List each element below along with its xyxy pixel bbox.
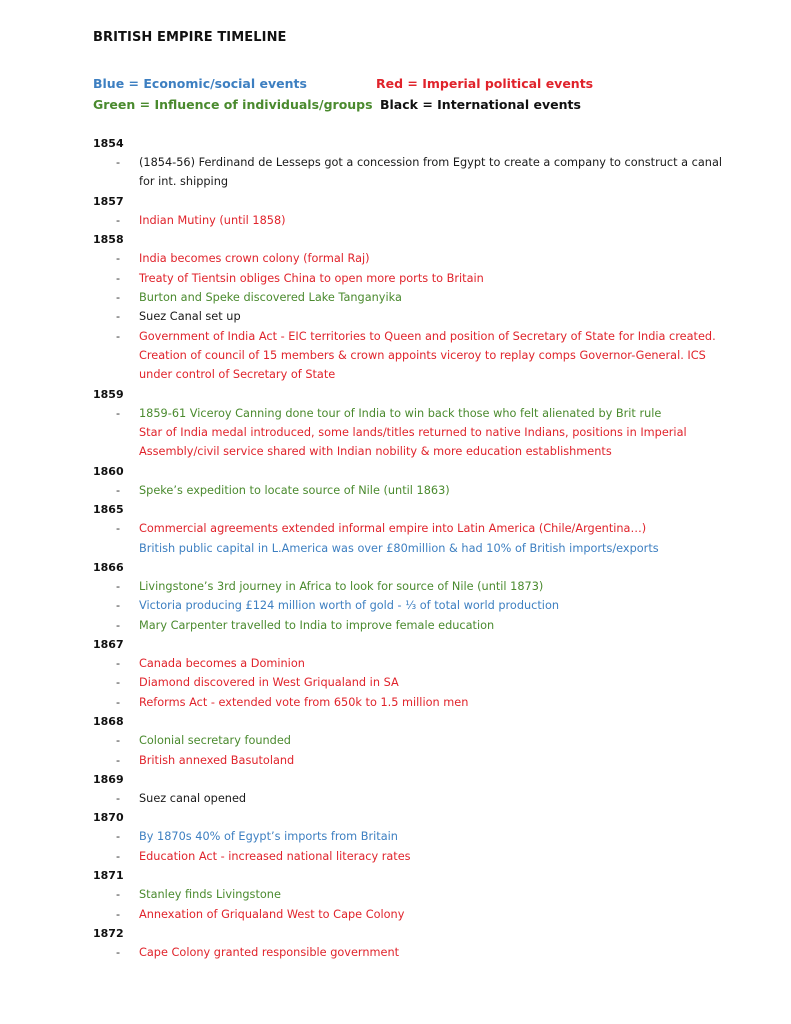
timeline-entry	[93, 269, 733, 288]
entry-text: British annexed Basutoland	[139, 753, 295, 767]
year-heading: 1858	[93, 233, 124, 247]
entry-text: Diamond discovered in West Griqualand in SA	[139, 676, 399, 690]
bullet-dash: -	[116, 580, 121, 594]
bullet-dash: -	[116, 156, 121, 170]
entry-text: Government of India Act - EIC territories to Queen and position of Secretary of State for India created. Creation of council of 15 members & crown appoints viceroy to replay comps Governor-General. ICS under control of Secretary of State	[139, 329, 716, 382]
bullet-dash: -	[116, 310, 121, 324]
bullet-dash: -	[116, 695, 121, 709]
entry-text: Canada becomes a Dominion	[139, 657, 305, 671]
timeline-entry	[93, 327, 733, 385]
bullet-dash: -	[116, 406, 121, 420]
timeline-entry	[93, 423, 733, 462]
year-heading: 1871	[93, 869, 124, 883]
year-heading: 1857	[93, 194, 124, 208]
timeline-entry	[93, 673, 733, 692]
timeline	[93, 134, 733, 962]
bullet-dash: -	[116, 618, 121, 632]
timeline-entry	[93, 654, 733, 673]
bullet-dash: -	[116, 483, 121, 497]
timeline-entry	[93, 827, 733, 846]
entry-text: Burton and Speke discovered Lake Tanganyika	[139, 291, 402, 305]
year-heading: 1868	[93, 715, 124, 729]
bullet-dash: -	[116, 657, 121, 671]
bullet-dash: -	[116, 329, 121, 343]
timeline-entry	[93, 577, 733, 596]
year-heading: 1865	[93, 503, 124, 517]
year-heading: 1869	[93, 772, 124, 786]
bullet-dash: -	[116, 522, 121, 536]
year-heading: 1854	[93, 137, 124, 150]
timeline-entry	[93, 751, 733, 770]
entry-text: Reforms Act - extended vote from 650k to 1.5 million men	[139, 695, 469, 709]
entry-text: Speke’s expedition to locate source of Nile (until 1863)	[139, 483, 450, 497]
entry-text: Indian Mutiny (until 1858)	[139, 213, 286, 227]
entry-text: Mary Carpenter travelled to India to improve female education	[139, 618, 495, 632]
bullet-dash: -	[116, 291, 121, 305]
timeline-entry	[93, 539, 733, 558]
year-heading: 1872	[93, 926, 124, 940]
bullet-dash: -	[116, 734, 121, 748]
entry-text: By 1870s 40% of Egypt’s imports from Britain	[139, 830, 398, 844]
entry-text: Commercial agreements extended informal empire into Latin America (Chile/Argentina…)	[139, 522, 647, 536]
year-heading: 1870	[93, 811, 124, 825]
page-title: BRITISH EMPIRE TIMELINE	[93, 30, 287, 45]
timeline-entry	[93, 596, 733, 615]
year-heading: 1859	[93, 387, 124, 401]
entry-text: (1854-56) Ferdinand de Lesseps got a concession from Egypt to create a company to construct a canal for int. shipping	[139, 156, 723, 189]
legend-blue: Blue = Economic/social events	[93, 76, 307, 91]
entry-text: Suez canal opened	[139, 792, 247, 805]
entry-text: British public capital in L.America was over £80million & had 10% of British imports/exports	[139, 541, 659, 555]
entry-text: Suez Canal set up	[139, 310, 241, 324]
timeline-entry	[93, 789, 733, 808]
entry-text: Annexation of Griqualand West to Cape Colony	[139, 907, 405, 921]
entry-text: 1859-61 Viceroy Canning done tour of India to win back those who felt alienated by Brit rule	[139, 406, 662, 420]
bullet-dash: -	[116, 792, 121, 805]
bullet-dash: -	[116, 849, 121, 863]
bullet-dash: -	[116, 213, 121, 227]
bullet-dash: -	[116, 946, 121, 960]
timeline-entry	[93, 481, 733, 500]
bullet-dash: -	[116, 753, 121, 767]
timeline-entry	[93, 693, 733, 712]
bullet-dash: -	[116, 599, 121, 613]
timeline-entry	[93, 905, 733, 924]
timeline-entry	[93, 153, 733, 192]
bullet-dash: -	[116, 676, 121, 690]
year-heading: 1867	[93, 637, 124, 651]
timeline-entry	[93, 731, 733, 750]
timeline-entry	[93, 404, 733, 423]
bullet-dash: -	[116, 830, 121, 844]
timeline-entry	[93, 249, 733, 268]
entry-text: Cape Colony granted responsible government	[139, 946, 400, 960]
legend-green: Green = Influence of individuals/groups	[93, 97, 373, 112]
bullet-dash: -	[116, 252, 121, 266]
entry-text: Star of India medal introduced, some lands/titles returned to native Indians, positions in Imperial Assembly/civil service shared with Indian nobility & more education establishments	[139, 426, 687, 459]
entry-text: Colonial secretary founded	[139, 734, 291, 748]
entry-text: Treaty of Tientsin obliges China to open more ports to Britain	[139, 271, 484, 285]
year-heading: 1860	[93, 464, 124, 478]
bullet-dash: -	[116, 271, 121, 285]
timeline-entry	[93, 616, 733, 635]
year-heading: 1866	[93, 560, 124, 574]
timeline-entry	[93, 211, 733, 230]
entry-text: Education Act - increased national literacy rates	[139, 849, 411, 863]
timeline-entry	[93, 847, 733, 866]
timeline-entry	[93, 885, 733, 904]
timeline-entry	[93, 307, 733, 326]
entry-text: Stanley finds Livingstone	[139, 888, 281, 902]
timeline-entry	[93, 288, 733, 307]
entry-text: Victoria producing £124 million worth of gold - ⅓ of total world production	[139, 599, 560, 613]
bullet-dash: -	[116, 907, 121, 921]
timeline-entry	[93, 943, 733, 962]
entry-text: Livingstone’s 3rd journey in Africa to look for source of Nile (until 1873)	[139, 580, 544, 594]
bullet-dash: -	[116, 888, 121, 902]
entry-text: India becomes crown colony (formal Raj)	[139, 252, 370, 266]
legend-black: Black = International events	[380, 97, 581, 112]
legend-red: Red = Imperial political events	[376, 76, 594, 91]
timeline-entry	[93, 519, 733, 538]
